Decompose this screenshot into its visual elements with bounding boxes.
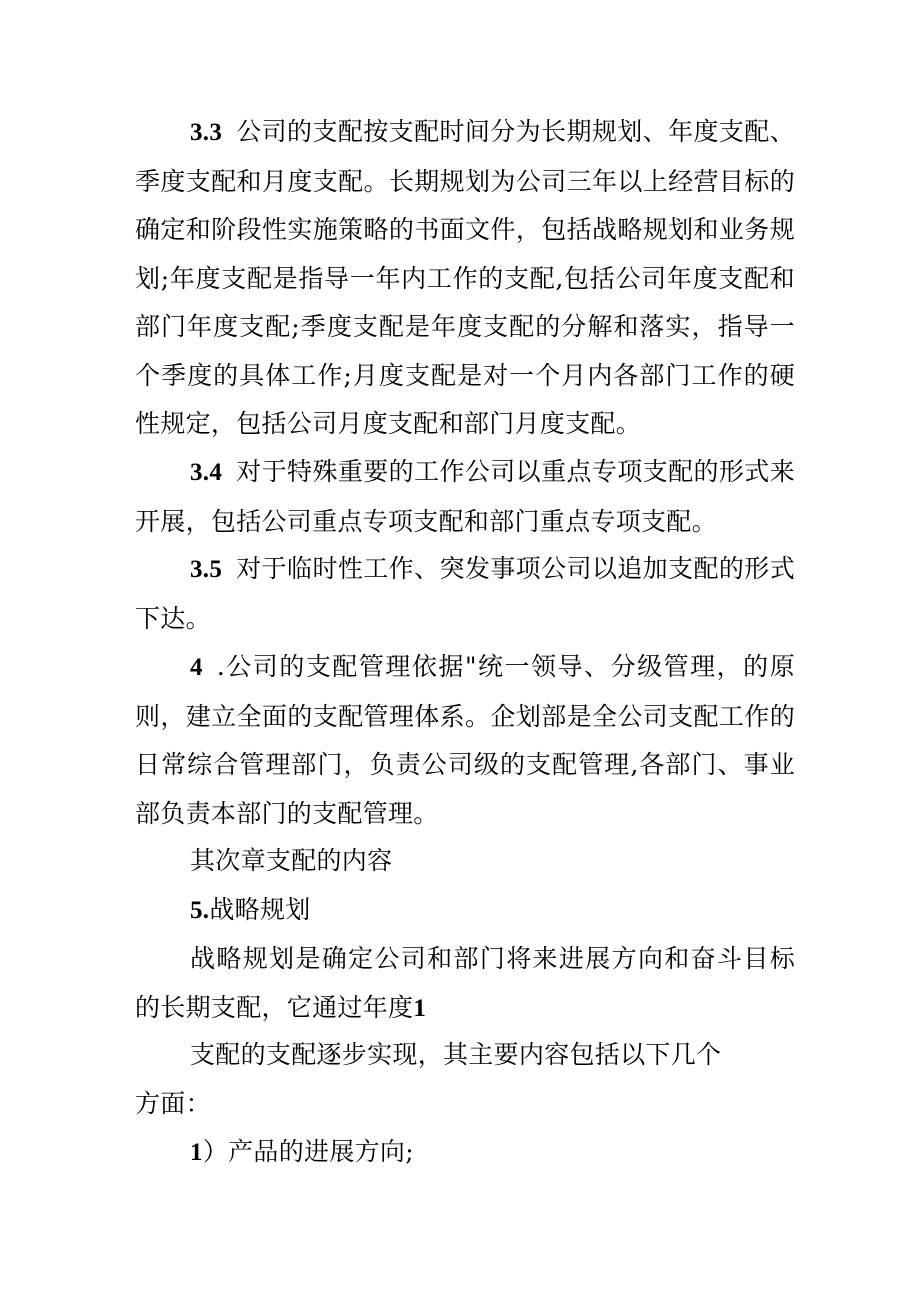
chapter-heading — [135, 837, 795, 886]
paragraph-text: 战略规划是确定公司和部门将来进展方向和奋斗目标的长期支配，它通过年度 — [135, 944, 795, 1022]
paragraph-strategy — [135, 935, 795, 1033]
paragraph-text: 战略规划 — [209, 895, 311, 924]
paragraph-3-4 — [135, 448, 795, 546]
paragraph-text: 其次章支配的内容 — [190, 846, 393, 875]
paragraph-4 — [135, 643, 795, 838]
paragraph-aspects — [135, 1080, 795, 1129]
section-number: 3.5 — [190, 556, 223, 583]
section-number: 5. — [190, 897, 210, 924]
paragraph-3-5 — [135, 545, 795, 643]
section-5-heading — [135, 886, 795, 936]
list-item-1 — [135, 1128, 795, 1178]
paragraph-text: ）产品的进展方向; — [202, 1137, 414, 1166]
paragraph-continued — [135, 1031, 795, 1080]
paragraph-text: 方面： — [135, 1089, 211, 1118]
section-number: 3.4 — [190, 459, 223, 486]
section-number: 4 — [190, 654, 203, 681]
page-number-inline: 1 — [413, 994, 427, 1022]
paragraph-text: 对于临时性工作、突发事项公司以追加支配的形式下达。 — [135, 554, 795, 633]
paragraph-text: 公司的支配按支配时间分为长期规划、年度支配、季度支配和月度支配。长期规划为公司三年以上经营目标的确定和阶段性实施策略的书面文件，包括战略规划和业务规划;年度支配是指导一年内工作的支配,包括公司年度支配和部门年度支配;季度支配是年度支配的分解和落实，指导一个季度的具体工作;月度支配是对一个月内各部门工作的硬性规定，包括公司月度支配和部门月度支配。 — [135, 117, 795, 438]
paragraph-text: 对于特殊重要的工作公司以重点专项支配的形式来开展，包括公司重点专项支配和部门重点专项支配。 — [135, 457, 795, 536]
paragraph-text: 支配的支配逐步实现，其主要内容包括以下几个 — [190, 1040, 722, 1069]
section-number: 3.3 — [190, 119, 223, 146]
paragraph-text: .公司的支配管理依据"统一领导、分级管理，的原则，建立全面的支配管理体系。企划部是全公司支配工作的日常综合管理部门，负责公司级的支配管理,各部门、事业部负责本部门的支配管理。 — [135, 652, 795, 828]
paragraph-3-3 — [135, 108, 795, 449]
list-number: 1 — [190, 1139, 203, 1166]
